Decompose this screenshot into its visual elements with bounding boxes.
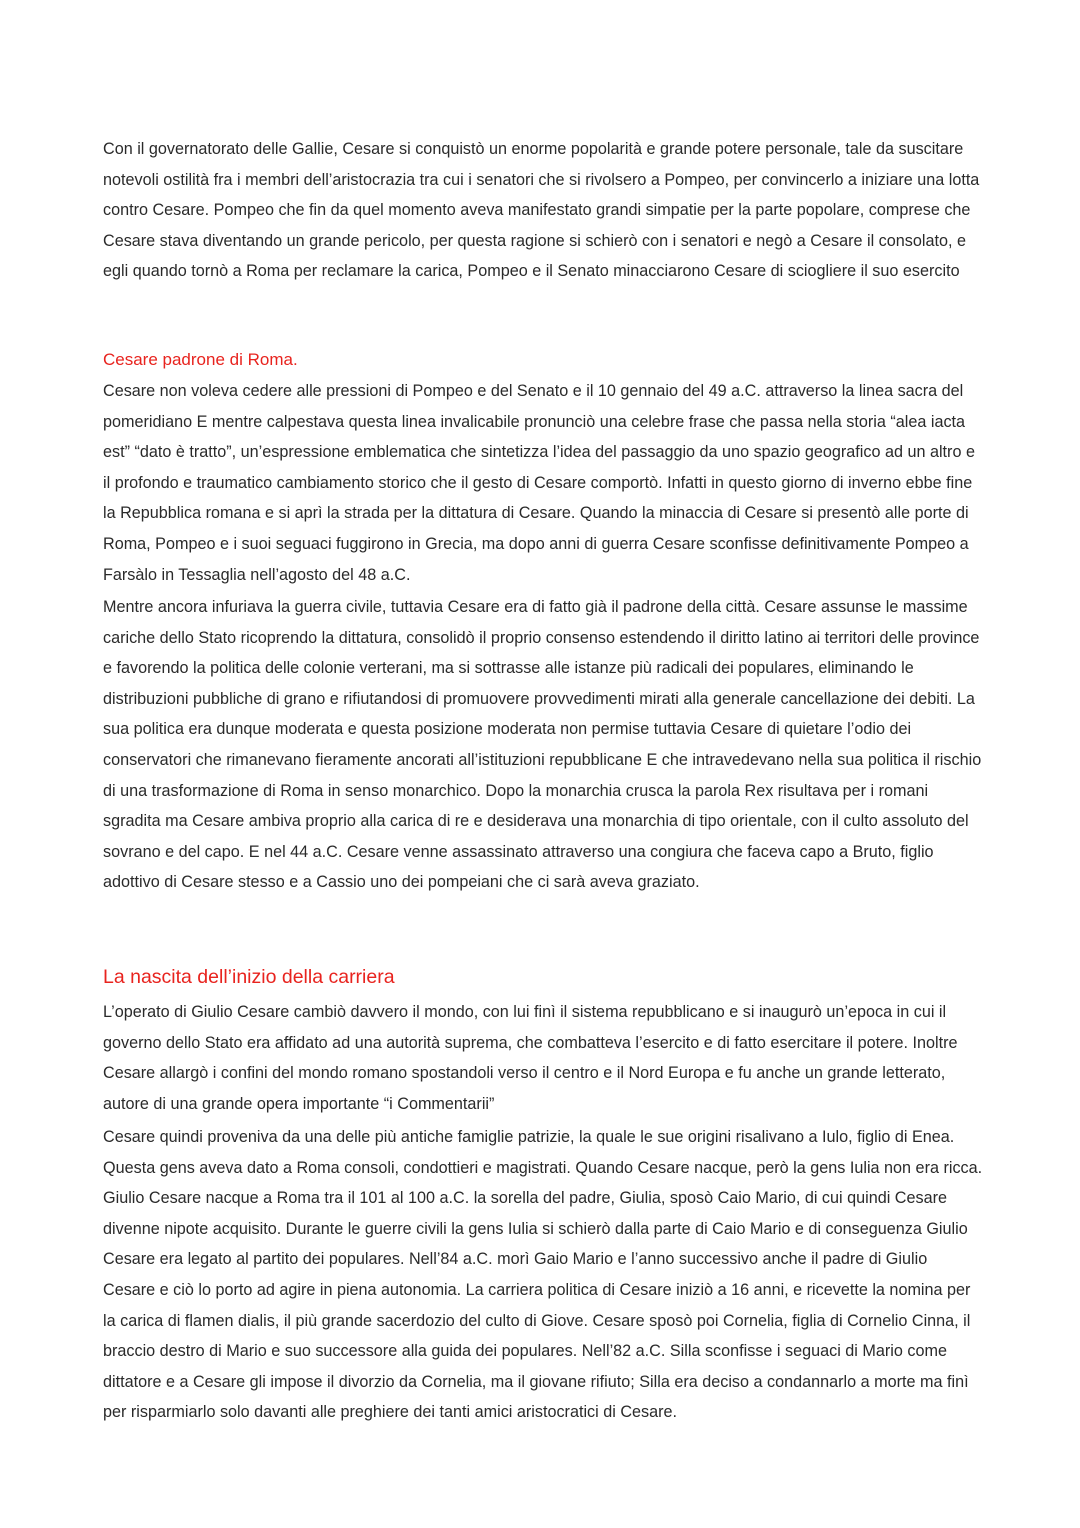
- section-paragraph: L’operato di Giulio Cesare cambiò davvero il mondo, con lui finì il sistema repubblicano e si inaugurò un’epoca in cui il governo dello Stato era affidato ad una autorità suprema, che combatteva l’esercito e di fatto esercitare il potere. Inoltre Cesare allargò i confini del mondo romano spostandoli verso il centro e il Nord Europa e fu anche un grande letterato, autore di una grande opera importante “i Commentarii”: [103, 1003, 958, 1113]
- section-heading-nascita-carriera: La nascita dell’inizio della carriera: [103, 966, 395, 988]
- intro-paragraph: Con il governatorato delle Gallie, Cesare si conquistò un enorme popolarità e grande potere personale, tale da suscitare notevoli ostilità fra i membri dell’aristocrazia tra cui i senatori che si rivolsero a Pompeo, per convincerlo a iniziare una lotta contro Cesare. Pompeo che fin da quel momento aveva manifestato grandi simpatie per la parte popolare, comprese che Cesare stava diventando un grande pericolo, per questa ragione si schierò con i senatori e negò a Cesare il consolato, e egli quando tornò a Roma per reclamare la carica, Pompeo e il Senato minacciarono Cesare di sciogliere il suo esercito: [103, 140, 980, 281]
- section-heading-cesare-padrone: Cesare padrone di Roma.: [103, 350, 298, 369]
- section-paragraph: Cesare quindi proveniva da una delle più antiche famiglie patrizie, la quale le sue origini risalivano a Iulo, figlio di Enea. Questa gens aveva dato a Roma consoli, condottieri e magistrati. Quando Cesare nacque, però la gens Iulia non era ricca. Giulio Cesare nacque a Roma tra il 101 al 100 a.C. la sorella del padre, Giulia, sposò Caio Mario, di cui quindi Cesare divenne nipote acquisito. Durante le guerre civili la gens Iulia si schierò dalla parte di Caio Mario e di conseguenza Giulio Cesare era legato al partito dei populares. Nell’84 a.C. morì Gaio Mario e l’anno successivo anche il padre di Giulio Cesare e ciò lo porto ad agire in piena autonomia. La carriera politica di Cesare iniziò a 16 anni, e ricevette la nomina per la carica di flamen dialis, il più grande sacerdozio del culto di Giove. Cesare sposò poi Cornelia, figlia di Cornelio Cinna, il braccio destro di Mario e suo successore alla guida dei populares. Nell’82 a.C. Silla sconfisse i seguaci di Mario come dittatore e a Cesare gli impose il divorzio da Cornelia, ma il giovane rifiuto; Silla era deciso a condannarlo a morte ma finì per risparmiarlo solo davanti alle preghiere dei tanti amici aristocratici di Cesare.: [103, 1128, 983, 1422]
- section-paragraph: Cesare non voleva cedere alle pressioni di Pompeo e del Senato e il 10 gennaio del 49 a.C. attraverso la linea sacra del pomeridiano E mentre calpestava questa linea invalicabile pronunciò una celebre frase che passa nella storia “alea iacta est” “dato è tratto”, un’espressione emblematica che sintetizza l’idea del passaggio da uno spazio geografico ad un altro e il profondo e traumatico cambiamento storico che il gesto di Cesare comportò. Infatti in questo giorno di inverno ebbe fine la Repubblica romana e si aprì la strada per la dittatura di Cesare. Quando la minaccia di Cesare si presentò alle porte di Roma, Pompeo e i suoi seguaci fuggirono in Grecia, ma dopo anni di guerra Cesare sconfisse definitivamente Pompeo a Farsàlo in Tessaglia nell’agosto del 48 a.C.: [103, 382, 975, 584]
- section-paragraph: Mentre ancora infuriava la guerra civile, tuttavia Cesare era di fatto già il padrone della città. Cesare assunse le massime cariche dello Stato ricoprendo la dittatura, consolidò il proprio consenso estendendo il diritto latino ai territori delle province e favorendo la politica delle colonie verterani, ma si sottrasse alle istanze più radicali dei populares, eliminando le distribuzioni pubbliche di grano e rifiutandosi di promuovere provvedimenti mirati alla generale cancellazione dei debiti. La sua politica era dunque moderata e questa posizione moderata non permise tuttavia Cesare di quietare l’odio dei conservatori che rimanevano fieramente ancorati all’istituzioni repubblicane E che intravedevano nella sua politica il rischio di una trasformazione di Roma in senso monarchico. Dopo la monarchia crusca la parola Rex risultava per i romani sgradita ma Cesare ambiva proprio alla carica di re e desiderava una monarchia di tipo orientale, con il culto assoluto del sovrano e del capo. E nel 44 a.C. Cesare venne assassinato attraverso una congiura che faceva capo a Bruto, figlio adottivo di Cesare stesso e a Cassio uno dei pompeiani che ci sarà aveva graziato.: [103, 598, 982, 892]
